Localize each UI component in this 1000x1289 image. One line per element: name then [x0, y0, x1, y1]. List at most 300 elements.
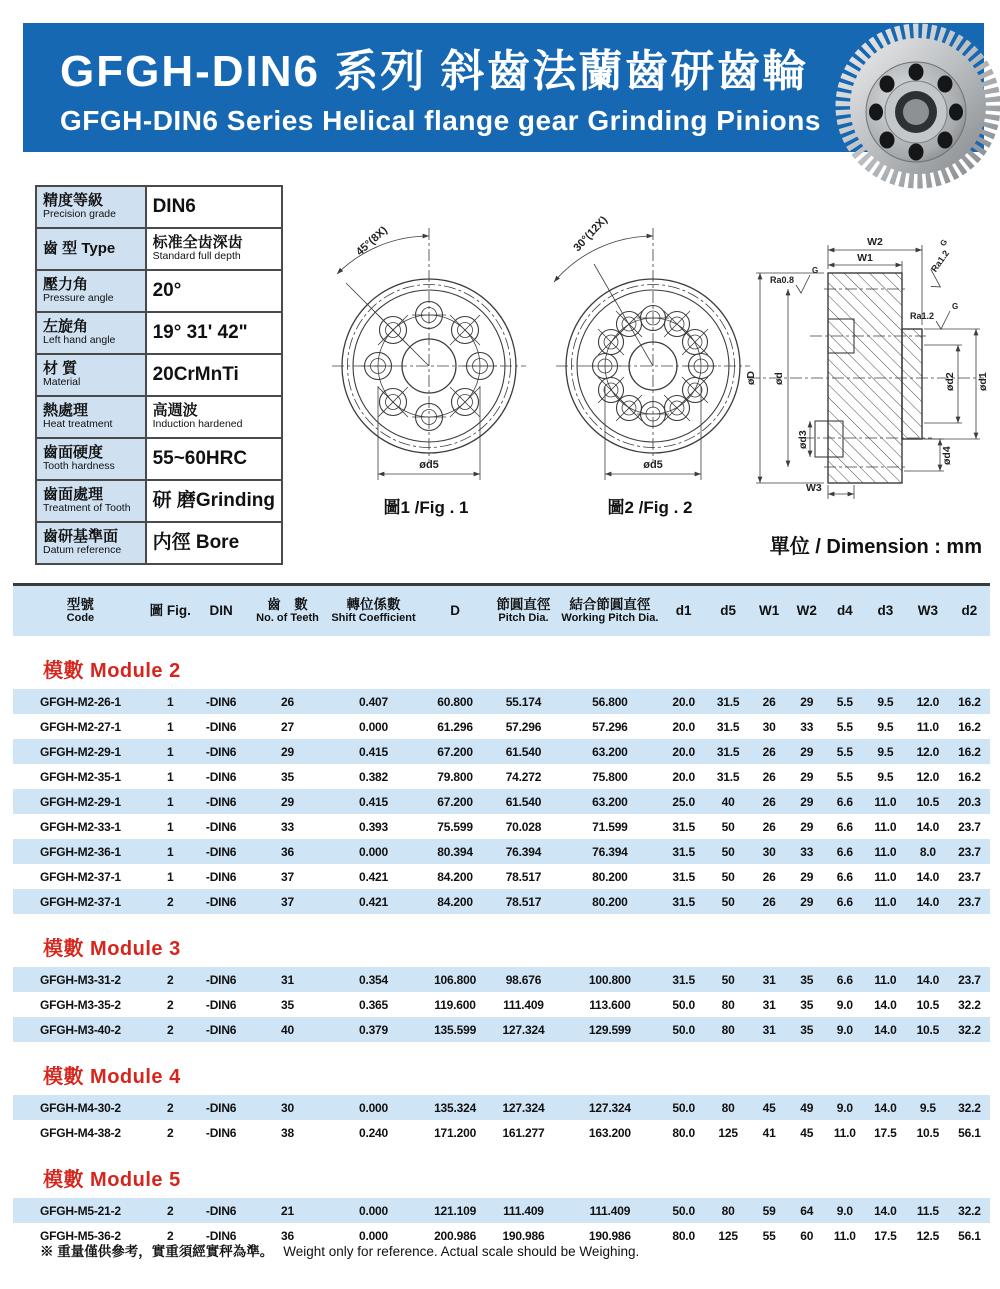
table-cell: -DIN6	[193, 1095, 250, 1120]
table-cell: 67.200	[421, 789, 488, 814]
table-cell: 26	[751, 814, 788, 839]
table-cell: 80	[706, 1198, 751, 1223]
table-cell: 200.986	[421, 1223, 488, 1248]
table-row	[13, 967, 990, 992]
table-row	[13, 814, 990, 839]
table-cell: 50	[706, 864, 751, 889]
table-cell: 6.6	[826, 864, 864, 889]
table-cell: 135.324	[421, 1095, 488, 1120]
spec-label: 左旋角 Left hand angle	[36, 312, 146, 354]
table-cell: 31	[751, 967, 788, 992]
table-cell: 111.409	[489, 992, 558, 1017]
table-cell: -DIN6	[193, 1120, 250, 1145]
table-cell: 5.5	[826, 764, 864, 789]
table-cell: 11.0	[864, 789, 907, 814]
dim-w1-label: W1	[857, 252, 873, 264]
table-cell: 5.5	[826, 714, 864, 739]
table-cell: 2	[148, 889, 193, 914]
table-cell: 16.2	[949, 764, 990, 789]
table-cell: 9.5	[907, 1095, 949, 1120]
table-cell: 16.2	[949, 689, 990, 714]
figure-1-caption: 圖1 /Fig . 1	[383, 498, 469, 517]
table-cell: 190.986	[558, 1223, 662, 1248]
dim-dd-label: ød	[773, 372, 785, 385]
table-row	[13, 739, 990, 764]
table-cell: 29	[249, 739, 325, 764]
table-cell: 20.0	[662, 689, 706, 714]
table-cell: 61.540	[489, 739, 558, 764]
table-cell: 33	[788, 839, 826, 864]
table-cell: 129.599	[558, 1017, 662, 1042]
table-cell: 125	[706, 1223, 751, 1248]
table-cell: 60.800	[421, 689, 488, 714]
table-cell: 31.5	[706, 714, 751, 739]
table-cell: 9.5	[864, 689, 907, 714]
table-cell: 80.0	[662, 1120, 706, 1145]
table-cell: 9.5	[864, 714, 907, 739]
module-section-heading	[13, 914, 990, 967]
spec-label: 精度等級 Precision grade	[36, 186, 146, 228]
table-cell: 80.394	[421, 839, 488, 864]
spec-value: 高週波 Induction hardened	[146, 396, 282, 438]
table-cell: -DIN6	[193, 689, 250, 714]
table-cell: 74.272	[489, 764, 558, 789]
table-cell: 14.0	[907, 814, 949, 839]
table-cell: 11.0	[864, 814, 907, 839]
table-cell: 80	[706, 1017, 751, 1042]
spec-label: 熱處理 Heat treatment	[36, 396, 146, 438]
svg-text:Ra1.2: Ra1.2	[910, 311, 935, 321]
table-cell: 26	[751, 764, 788, 789]
table-cell: 2	[148, 1017, 193, 1042]
table-cell: 2	[148, 1223, 193, 1248]
table-cell: 11.0	[864, 839, 907, 864]
table-cell: -DIN6	[193, 992, 250, 1017]
table-cell: 36	[249, 839, 325, 864]
table-cell: 0.415	[326, 789, 422, 814]
table-cell: 0.354	[326, 967, 422, 992]
page-subtitle: GFGH-DIN6 Series Helical flange gear Grinding Pinions	[60, 105, 821, 136]
table-cell: 35	[788, 1017, 826, 1042]
table-cell: 9.5	[864, 739, 907, 764]
table-cell: 0.407	[326, 689, 422, 714]
table-cell: GFGH-M2-27-1	[13, 714, 148, 739]
table-row	[13, 864, 990, 889]
table-cell: 11.5	[907, 1198, 949, 1223]
spec-label: 材 質 Material	[36, 354, 146, 396]
table-header-row	[13, 585, 990, 637]
unit-note: 單位 / Dimension : mm	[769, 536, 982, 558]
table-cell: 1	[148, 764, 193, 789]
svg-text:G: G	[812, 266, 819, 275]
table-cell: 84.200	[421, 864, 488, 889]
dim-dD-label: øD	[745, 371, 757, 385]
table-cell: 163.200	[558, 1120, 662, 1145]
table-cell: GFGH-M2-29-1	[13, 739, 148, 764]
table-cell: 76.394	[489, 839, 558, 864]
table-cell: 63.200	[558, 789, 662, 814]
table-cell: 0.240	[326, 1120, 422, 1145]
table-cell: GFGH-M2-33-1	[13, 814, 148, 839]
table-cell: 14.0	[907, 864, 949, 889]
table-cell: 59	[751, 1198, 788, 1223]
table-cell: 20.0	[662, 714, 706, 739]
table-cell: 76.394	[558, 839, 662, 864]
module-section-title: 模數 Module 3	[43, 938, 181, 960]
table-cell: 10.5	[907, 992, 949, 1017]
table-cell: GFGH-M2-29-1	[13, 789, 148, 814]
column-header: 型號 Code	[13, 585, 148, 637]
table-cell: 6.6	[826, 889, 864, 914]
table-cell: 40	[706, 789, 751, 814]
table-cell: 31.5	[662, 889, 706, 914]
table-cell: -DIN6	[193, 714, 250, 739]
table-row	[13, 1095, 990, 1120]
table-cell: 27	[249, 714, 325, 739]
table-cell: GFGH-M2-37-1	[13, 864, 148, 889]
table-cell: 12.0	[907, 739, 949, 764]
table-cell: 31	[751, 992, 788, 1017]
table-cell: 16.2	[949, 714, 990, 739]
table-cell: 35	[249, 764, 325, 789]
module-section-title: 模數 Module 5	[43, 1169, 181, 1191]
surface-finish-mark-top-right	[915, 238, 964, 291]
table-cell: -DIN6	[193, 889, 250, 914]
module-section-cell	[13, 1145, 990, 1198]
table-cell: 26	[751, 789, 788, 814]
table-cell: 31	[249, 967, 325, 992]
table-cell: 37	[249, 864, 325, 889]
spec-value: 19° 31' 42"	[146, 312, 282, 354]
table-cell: 161.277	[489, 1120, 558, 1145]
table-cell: 29	[788, 764, 826, 789]
table-cell: 9.5	[864, 764, 907, 789]
table-cell: 2	[148, 967, 193, 992]
spec-row	[36, 522, 282, 564]
svg-text:Ra1.2: Ra1.2	[929, 248, 952, 274]
table-cell: 23.7	[949, 839, 990, 864]
cross-section-drawing	[740, 233, 992, 514]
spec-row	[36, 438, 282, 480]
table-cell: 0.382	[326, 764, 422, 789]
table-cell: 45	[788, 1120, 826, 1145]
table-cell: 11.0	[864, 889, 907, 914]
table-cell: GFGH-M4-30-2	[13, 1095, 148, 1120]
table-cell: -DIN6	[193, 814, 250, 839]
table-cell: 31.5	[662, 967, 706, 992]
table-cell: 80.0	[662, 1223, 706, 1248]
table-cell: 29	[249, 789, 325, 814]
spec-value: DIN6	[146, 186, 282, 228]
figure-2	[536, 200, 764, 518]
table-cell: 2	[148, 1095, 193, 1120]
table-cell: 75.800	[558, 764, 662, 789]
table-cell: 61.540	[489, 789, 558, 814]
table-cell: 35	[249, 992, 325, 1017]
table-cell: 55.174	[489, 689, 558, 714]
table-cell: 5.5	[826, 689, 864, 714]
table-cell: 63.200	[558, 739, 662, 764]
table-cell: 26	[751, 864, 788, 889]
table-cell: 31.5	[706, 689, 751, 714]
page-title: GFGH-DIN6 系列 斜齒法蘭齒研齒輪	[60, 47, 809, 96]
table-cell: 10.5	[907, 1120, 949, 1145]
table-cell: 0.393	[326, 814, 422, 839]
table-cell: 1	[148, 864, 193, 889]
module-section-title: 模數 Module 2	[43, 660, 181, 682]
table-cell: 2	[148, 992, 193, 1017]
surface-finish-mark-right	[910, 302, 958, 329]
table-cell: 50.0	[662, 1198, 706, 1223]
svg-text:Ra0.8: Ra0.8	[770, 275, 795, 285]
table-cell: 8.0	[907, 839, 949, 864]
column-header: W1	[751, 585, 788, 637]
table-cell: 0.421	[326, 864, 422, 889]
table-cell: 67.200	[421, 739, 488, 764]
table-cell: 36	[249, 1223, 325, 1248]
table-cell: 14.0	[907, 889, 949, 914]
table-cell: 41	[751, 1120, 788, 1145]
table-cell: 12.5	[907, 1223, 949, 1248]
footer-note-zh: ※ 重量僅供參考，實重須經實秤為準。	[40, 1244, 274, 1259]
table-cell: 1	[148, 814, 193, 839]
table-cell: 55	[751, 1223, 788, 1248]
table-cell: 0.421	[326, 889, 422, 914]
table-row	[13, 689, 990, 714]
table-cell: -DIN6	[193, 1223, 250, 1248]
table-cell: GFGH-M2-36-1	[13, 839, 148, 864]
table-cell: 57.296	[558, 714, 662, 739]
table-cell: 6.6	[826, 839, 864, 864]
table-cell: -DIN6	[193, 789, 250, 814]
table-cell: 26	[249, 689, 325, 714]
table-cell: 1	[148, 739, 193, 764]
dim-dd2-label: ød2	[944, 372, 956, 391]
table-cell: 23.7	[949, 889, 990, 914]
table-cell: 56.1	[949, 1223, 990, 1248]
table-cell: 20.0	[662, 739, 706, 764]
gear-product-photo	[832, 22, 1000, 198]
table-row	[13, 1198, 990, 1223]
table-cell: 11.0	[864, 967, 907, 992]
spec-row	[36, 186, 282, 228]
table-cell: 64	[788, 1198, 826, 1223]
table-cell: 31.5	[662, 839, 706, 864]
table-cell: 23.7	[949, 864, 990, 889]
column-header: 齒 數 No. of Teeth	[249, 585, 325, 637]
spec-row	[36, 396, 282, 438]
table-cell: 106.800	[421, 967, 488, 992]
table-cell: 0.000	[326, 839, 422, 864]
table-cell: 0.000	[326, 1223, 422, 1248]
figure-2-caption: 圖2 /Fig . 2	[607, 498, 693, 517]
module-section-heading	[13, 636, 990, 689]
table-cell: 30	[249, 1095, 325, 1120]
table-cell: 33	[788, 714, 826, 739]
table-row	[13, 1017, 990, 1042]
column-header: 圖 Fig.	[148, 585, 193, 637]
table-cell: 125	[706, 1120, 751, 1145]
spec-row	[36, 228, 282, 270]
column-header: 結合節圓直徑 Working Pitch Dia.	[558, 585, 662, 637]
table-cell: 80	[706, 992, 751, 1017]
table-cell: 50.0	[662, 1017, 706, 1042]
table-cell: 98.676	[489, 967, 558, 992]
table-cell: GFGH-M3-40-2	[13, 1017, 148, 1042]
table-cell: -DIN6	[193, 739, 250, 764]
table-cell: 14.0	[864, 1017, 907, 1042]
table-cell: 32.2	[949, 1095, 990, 1120]
spec-row	[36, 312, 282, 354]
column-header: 轉位係數 Shift Coefficient	[326, 585, 422, 637]
table-cell: 20.0	[662, 764, 706, 789]
table-cell: 50.0	[662, 992, 706, 1017]
module-section-title: 模數 Module 4	[43, 1066, 181, 1088]
table-cell: 14.0	[864, 992, 907, 1017]
table-cell: 17.5	[864, 1223, 907, 1248]
footer-note-en: Weight only for reference. Actual scale should be Weighing.	[283, 1244, 640, 1259]
module-section-heading	[13, 1145, 990, 1198]
spec-table-body	[36, 186, 282, 564]
table-cell: 75.599	[421, 814, 488, 839]
table-cell: 49	[788, 1095, 826, 1120]
table-cell: GFGH-M5-21-2	[13, 1198, 148, 1223]
surface-finish-mark-top-left	[770, 266, 818, 293]
column-header: W3	[907, 585, 949, 637]
table-cell: 9.0	[826, 1095, 864, 1120]
spec-label: 齒研基準面 Datum reference	[36, 522, 146, 564]
column-header: DIN	[193, 585, 250, 637]
dim-w3-label: W3	[806, 482, 822, 494]
table-cell: 2	[148, 1198, 193, 1223]
column-header: d1	[662, 585, 706, 637]
spec-row	[36, 270, 282, 312]
table-row	[13, 839, 990, 864]
table-cell: 35	[788, 992, 826, 1017]
table-cell: 135.599	[421, 1017, 488, 1042]
spec-value: 20CrMnTi	[146, 354, 282, 396]
table-cell: 20.3	[949, 789, 990, 814]
table-cell: 25.0	[662, 789, 706, 814]
table-cell: 23.7	[949, 814, 990, 839]
table-cell: 60	[788, 1223, 826, 1248]
table-cell: 127.324	[489, 1017, 558, 1042]
main-table	[13, 583, 990, 1248]
spec-row	[36, 480, 282, 522]
table-cell: 29	[788, 689, 826, 714]
table-cell: 30	[751, 839, 788, 864]
table-cell: 40	[249, 1017, 325, 1042]
table-cell: 84.200	[421, 889, 488, 914]
spec-label: 齒 型 Type	[36, 228, 146, 270]
table-cell: 32.2	[949, 1017, 990, 1042]
table-cell: 31.5	[662, 814, 706, 839]
table-cell: 80.200	[558, 889, 662, 914]
table-cell: 29	[788, 889, 826, 914]
table-cell: 50	[706, 839, 751, 864]
table-cell: 113.600	[558, 992, 662, 1017]
table-cell: 70.028	[489, 814, 558, 839]
column-header: d3	[864, 585, 907, 637]
table-cell: 80	[706, 1095, 751, 1120]
table-cell: 26	[751, 689, 788, 714]
table-cell: 11.0	[907, 714, 949, 739]
table-cell: 29	[788, 739, 826, 764]
table-cell: 2	[148, 1120, 193, 1145]
table-cell: 127.324	[558, 1095, 662, 1120]
table-cell: 9.0	[826, 992, 864, 1017]
module-section-cell	[13, 636, 990, 689]
table-cell: 1	[148, 839, 193, 864]
table-cell: GFGH-M2-37-1	[13, 889, 148, 914]
table-cell: 29	[788, 789, 826, 814]
table-cell: 50	[706, 967, 751, 992]
svg-text:G: G	[938, 237, 950, 248]
table-cell: GFGH-M2-26-1	[13, 689, 148, 714]
table-cell: 0.000	[326, 714, 422, 739]
spec-value: 内徑 Bore	[146, 522, 282, 564]
table-cell: 14.0	[864, 1198, 907, 1223]
table-cell: 0.000	[326, 1198, 422, 1223]
svg-text:G: G	[952, 302, 959, 311]
table-cell: 79.800	[421, 764, 488, 789]
table-cell: 50.0	[662, 1095, 706, 1120]
dim-dd4-label: ød4	[941, 446, 953, 465]
spec-label: 齒面硬度 Tooth hardness	[36, 438, 146, 480]
dim-dd1-label: ød1	[977, 372, 989, 391]
table-row	[13, 992, 990, 1017]
table-cell: 11.0	[864, 864, 907, 889]
table-cell: 26	[751, 739, 788, 764]
module-section-heading	[13, 1042, 990, 1095]
table-cell: 78.517	[489, 889, 558, 914]
table-cell: 1	[148, 789, 193, 814]
table-cell: 32.2	[949, 1198, 990, 1223]
table-cell: 1	[148, 689, 193, 714]
table-cell: 71.599	[558, 814, 662, 839]
table-cell: 50	[706, 889, 751, 914]
table-cell: -DIN6	[193, 1198, 250, 1223]
column-header: d4	[826, 585, 864, 637]
table-cell: 78.517	[489, 864, 558, 889]
fig1-angle-label: 45°(8X)	[353, 224, 390, 259]
spec-value: 标准全齿深齿 Standard full depth	[146, 228, 282, 270]
table-cell: 0.415	[326, 739, 422, 764]
table-cell: 32.2	[949, 992, 990, 1017]
spec-label: 壓力角 Pressure angle	[36, 270, 146, 312]
table-cell: 14.0	[907, 967, 949, 992]
table-cell: 190.986	[489, 1223, 558, 1248]
table-cell: 10.5	[907, 789, 949, 814]
table-row	[13, 714, 990, 739]
spec-row	[36, 354, 282, 396]
spec-value: 研 磨Grinding	[146, 480, 282, 522]
table-row	[13, 789, 990, 814]
table-cell: 45	[751, 1095, 788, 1120]
column-header: d2	[949, 585, 990, 637]
table-cell: 9.0	[826, 1017, 864, 1042]
table-cell: 6.6	[826, 814, 864, 839]
table-cell: 10.5	[907, 1017, 949, 1042]
table-cell: 29	[788, 864, 826, 889]
table-cell: 33	[249, 814, 325, 839]
table-cell: 31.5	[706, 764, 751, 789]
table-cell: 80.200	[558, 864, 662, 889]
column-header: W2	[788, 585, 826, 637]
fig2-dim-label: ød5	[643, 459, 663, 471]
fig2-angle-label: 30°(12X)	[571, 214, 610, 255]
table-cell: 14.0	[864, 1095, 907, 1120]
